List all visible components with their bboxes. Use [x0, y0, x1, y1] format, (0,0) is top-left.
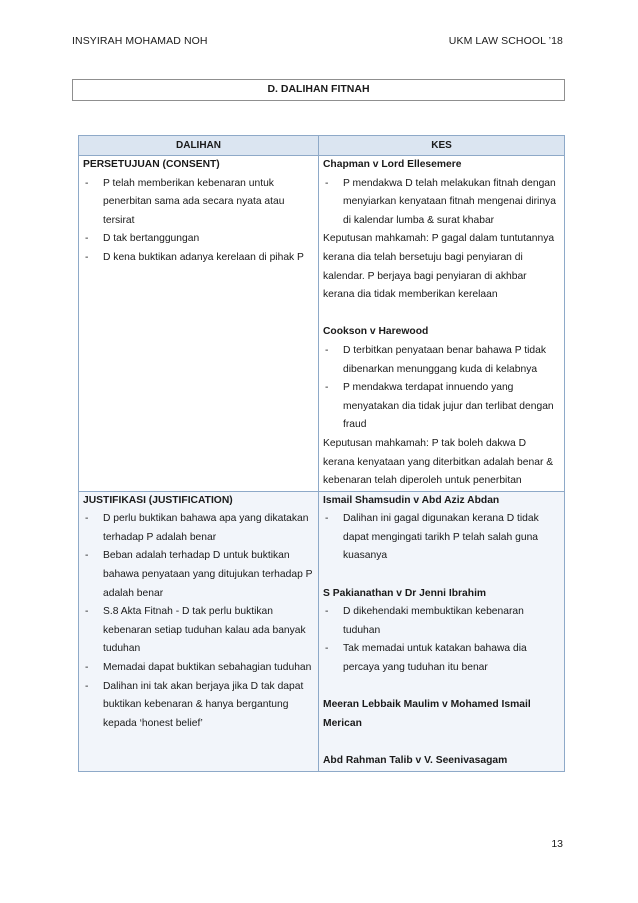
list-item: - D tak bertanggungan: [85, 233, 200, 245]
defence-cell-consent: [79, 156, 319, 492]
case-title: Abd Rahman Talib v V. Seenivasagam: [323, 755, 508, 766]
list-item: - D kena buktikan adanya kerelaan di pihak P: [85, 251, 304, 263]
list-item: - Memadai dapat buktikan sebahagian tuduhan: [85, 662, 312, 674]
list-item: - P telah memberikan kebenaran untuk penerbitan sama ada secara nyata atau tersirat: [85, 177, 285, 226]
list-item: - D dikehendaki membuktikan kebenaran tuduhan: [325, 606, 524, 636]
list-item: - S.8 Akta Fitnah - D tak perlu buktikan kebenaran setiap tuduhan kalau ada banyak tuduhan: [85, 606, 306, 655]
table-header-row: [79, 136, 565, 156]
page-number: 13: [551, 838, 563, 850]
case-title: Meeran Lebbaik Maulim v Mohamed Ismail Merican: [323, 699, 531, 729]
defence-title: PERSETUJUAN (CONSENT): [83, 159, 220, 170]
column-header-kes: KES: [319, 136, 565, 156]
list-item: - P mendakwa D telah melakukan fitnah dengan menyiarkan kenyataan fitnah mengenai dirinya di kalendar lumba & surat khabar: [325, 177, 556, 226]
case-decision: Keputusan mahkamah: P gagal dalam tuntutannya kerana dia telah bersetuju bagi penyiaran di kalendar. P berjaya bagi penyiaran di akhbar kerana dia tidak memberikan kerelaan: [323, 233, 555, 301]
section-title: D. DALIHAN FITNAH: [267, 83, 370, 95]
list-item: - Beban adalah terhadap D untuk buktikan bahawa penyataan yang ditujukan terhadap P adalah benar: [85, 550, 313, 599]
list-item: - Dalihan ini gagal digunakan kerana D tidak dapat mengingati tarikh P telah salah guna kuasanya: [325, 513, 539, 562]
case-title: Ismail Shamsudin v Abd Aziz Abdan: [323, 494, 500, 506]
column-header-dalihan: DALIHAN: [79, 136, 319, 156]
defence-title: JUSTIFIKASI (JUSTIFICATION): [83, 494, 233, 506]
case-decision: Keputusan mahkamah: P tak boleh dakwa D kerana kenyataan yang diterbitkan adalah benar & kebenaran telah diperoleh untuk penerbitan: [323, 437, 554, 487]
table-row-justification: [79, 491, 565, 771]
table-row-consent: [79, 156, 565, 492]
defence-cell-justification: [79, 491, 319, 771]
case-title: Chapman v Lord Ellesemere: [323, 159, 462, 170]
list-item: - D terbitkan penyataan benar bahawa P tidak dibenarkan menunggang kuda di kelabnya: [325, 344, 547, 375]
defences-table: [78, 135, 565, 772]
cases-cell-consent: [319, 156, 565, 492]
list-item: - P mendakwa terdapat innuendo yang menyatakan dia tidak jujur dan terlibat dengan fraud: [325, 382, 554, 431]
case-title: Cookson v Harewood: [323, 326, 429, 338]
header-school: UKM LAW SCHOOL ’18: [448, 35, 563, 47]
list-item: - Dalihan ini tak akan berjaya jika D tak dapat buktikan kebenaran & hanya bergantung kepada ‘honest belief’: [85, 680, 304, 729]
section-title-box: [72, 79, 565, 101]
case-title: S Pakianathan v Dr Jenni Ibrahim: [323, 587, 487, 599]
list-item: - D perlu buktikan bahawa apa yang dikatakan terhadap P adalah benar: [85, 513, 309, 543]
list-item: - Tak memadai untuk katakan bahawa dia percaya yang tuduhan itu benar: [325, 643, 527, 674]
cases-cell-justification: [319, 491, 565, 771]
header-author: INSYIRAH MOHAMAD NOH: [72, 35, 208, 47]
